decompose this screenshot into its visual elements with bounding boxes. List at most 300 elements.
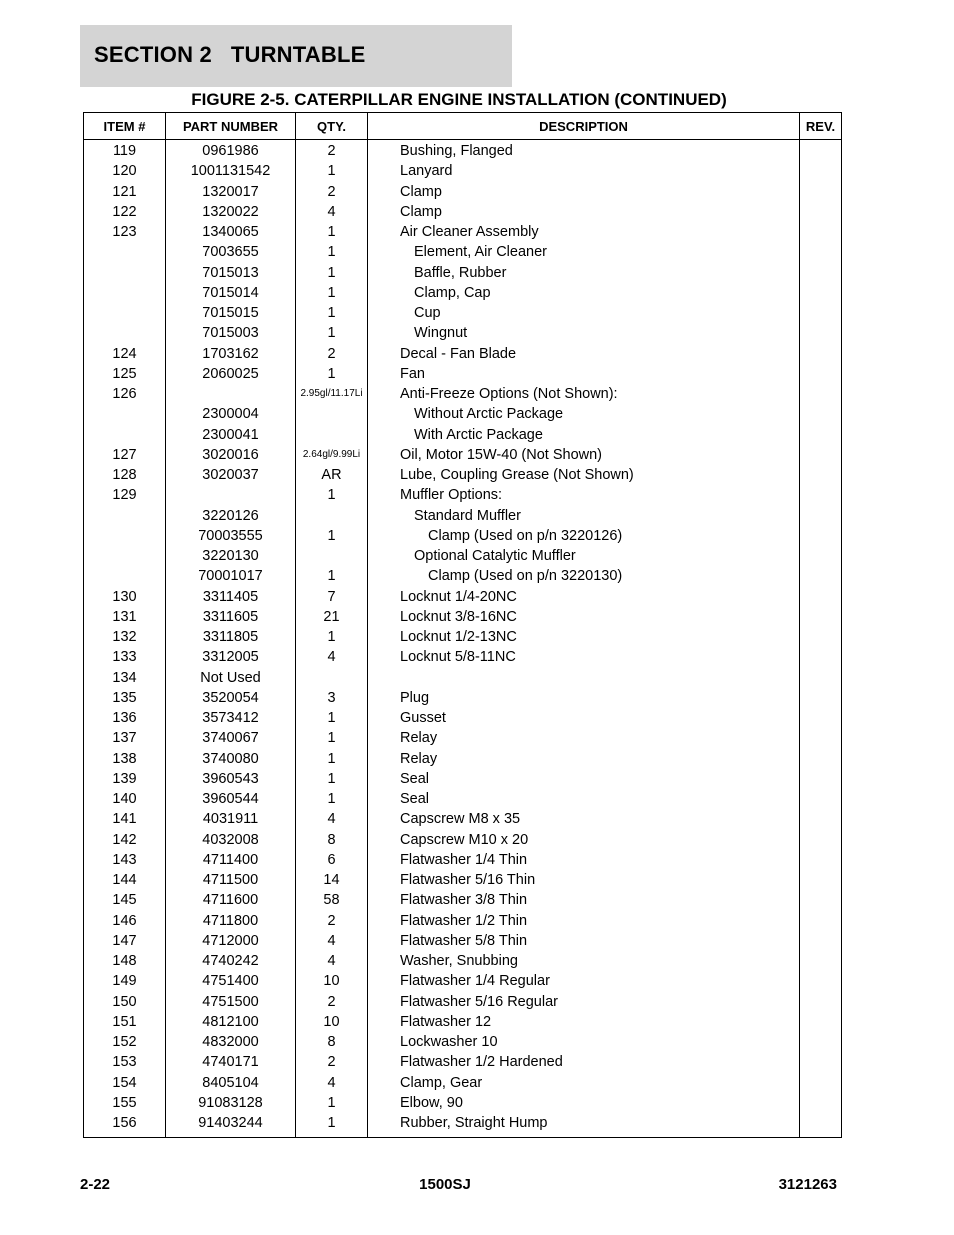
description-cell: Oil, Motor 15W-40 (Not Shown) — [368, 445, 800, 465]
rev-cell — [800, 404, 842, 424]
item-number-cell: 155 — [84, 1093, 166, 1113]
description-cell: Locknut 1/2-13NC — [368, 627, 800, 647]
qty-cell: 58 — [296, 890, 368, 910]
qty-cell: 1 — [296, 283, 368, 303]
item-number-cell: 136 — [84, 708, 166, 728]
qty-cell: 1 — [296, 627, 368, 647]
part-number-cell: 4031911 — [166, 809, 296, 829]
table-row — [84, 526, 842, 546]
rev-cell — [800, 668, 842, 688]
qty-cell — [296, 425, 368, 445]
rev-cell — [800, 344, 842, 364]
qty-cell: 2.95gl/11.17Li — [296, 384, 368, 404]
rev-cell — [800, 587, 842, 607]
part-number-cell: 2300041 — [166, 425, 296, 445]
table-row — [84, 890, 842, 910]
rev-cell — [800, 140, 842, 162]
item-number-cell: 132 — [84, 627, 166, 647]
qty-cell: 21 — [296, 607, 368, 627]
rev-cell — [800, 242, 842, 262]
rev-cell — [800, 688, 842, 708]
table-row — [84, 161, 842, 181]
description-cell: Flatwasher 5/8 Thin — [368, 931, 800, 951]
qty-cell: 2 — [296, 992, 368, 1012]
description-cell: Locknut 1/4-20NC — [368, 587, 800, 607]
part-number-cell: 7015013 — [166, 263, 296, 283]
table-row — [84, 850, 842, 870]
item-number-cell: 127 — [84, 445, 166, 465]
description-cell: Standard Muffler — [368, 506, 800, 526]
description-cell: With Arctic Package — [368, 425, 800, 445]
item-number-cell — [84, 242, 166, 262]
description-cell: Lube, Coupling Grease (Not Shown) — [368, 465, 800, 485]
table-row — [84, 364, 842, 384]
description-cell: Anti-Freeze Options (Not Shown): — [368, 384, 800, 404]
qty-cell: 4 — [296, 647, 368, 667]
qty-cell: 2 — [296, 140, 368, 162]
item-number-cell — [84, 425, 166, 445]
table-row — [84, 465, 842, 485]
description-cell: Bushing, Flanged — [368, 140, 800, 162]
description-cell: Capscrew M10 x 20 — [368, 830, 800, 850]
item-number-cell — [84, 404, 166, 424]
description-cell — [368, 668, 800, 688]
table-row — [84, 566, 842, 586]
part-number-cell: 3020016 — [166, 445, 296, 465]
rev-cell — [800, 627, 842, 647]
description-cell: Clamp (Used on p/n 3220126) — [368, 526, 800, 546]
table-row — [84, 931, 842, 951]
qty-cell: 1 — [296, 485, 368, 505]
table-row — [84, 303, 842, 323]
description-cell: Seal — [368, 769, 800, 789]
description-cell: Flatwasher 5/16 Regular — [368, 992, 800, 1012]
part-number-cell: 3573412 — [166, 708, 296, 728]
table-row — [84, 647, 842, 667]
qty-cell: 1 — [296, 566, 368, 586]
qty-cell: 2 — [296, 1052, 368, 1072]
part-number-cell: 2060025 — [166, 364, 296, 384]
rev-cell — [800, 222, 842, 242]
rev-cell — [800, 364, 842, 384]
part-number-cell: 3311405 — [166, 587, 296, 607]
part-number-cell: 91083128 — [166, 1093, 296, 1113]
description-cell: Without Arctic Package — [368, 404, 800, 424]
part-number-cell: 3020037 — [166, 465, 296, 485]
item-number-cell: 144 — [84, 870, 166, 890]
table-row — [84, 627, 842, 647]
table-row — [84, 506, 842, 526]
item-number-cell: 150 — [84, 992, 166, 1012]
description-cell: Optional Catalytic Muffler — [368, 546, 800, 566]
table-row — [84, 971, 842, 991]
item-number-cell: 135 — [84, 688, 166, 708]
qty-cell: 6 — [296, 850, 368, 870]
qty-cell: 10 — [296, 1012, 368, 1032]
description-cell: Flatwasher 12 — [368, 1012, 800, 1032]
item-number-cell — [84, 506, 166, 526]
rev-cell — [800, 161, 842, 181]
table-row — [84, 1032, 842, 1052]
footer-page-number: 2-22 — [80, 1176, 111, 1193]
table-row — [84, 283, 842, 303]
rev-cell — [800, 1093, 842, 1113]
table-row — [84, 688, 842, 708]
rev-cell — [800, 951, 842, 971]
item-number-cell: 156 — [84, 1113, 166, 1138]
part-number-cell: 2300004 — [166, 404, 296, 424]
item-number-cell: 141 — [84, 809, 166, 829]
qty-cell: 2.64gl/9.99Li — [296, 445, 368, 465]
qty-cell: 1 — [296, 303, 368, 323]
column-header-qty: QTY. — [296, 113, 368, 140]
qty-cell: 7 — [296, 587, 368, 607]
item-number-cell: 131 — [84, 607, 166, 627]
qty-cell: 14 — [296, 870, 368, 890]
rev-cell — [800, 546, 842, 566]
qty-cell: 2 — [296, 911, 368, 931]
part-number-cell: 3740067 — [166, 728, 296, 748]
part-number-cell: 3520054 — [166, 688, 296, 708]
item-number-cell — [84, 323, 166, 343]
table-row — [84, 809, 842, 829]
qty-cell: 4 — [296, 202, 368, 222]
qty-cell — [296, 668, 368, 688]
table-row — [84, 607, 842, 627]
part-number-cell: 7003655 — [166, 242, 296, 262]
table-row — [84, 182, 842, 202]
table-row — [84, 1012, 842, 1032]
item-number-cell: 137 — [84, 728, 166, 748]
part-number-cell: 4751400 — [166, 971, 296, 991]
qty-cell: 10 — [296, 971, 368, 991]
description-cell: Locknut 3/8-16NC — [368, 607, 800, 627]
table-row — [84, 222, 842, 242]
rev-cell — [800, 728, 842, 748]
part-number-cell: 1001131542 — [166, 161, 296, 181]
qty-cell: 2 — [296, 344, 368, 364]
description-cell: Relay — [368, 728, 800, 748]
table-row — [84, 323, 842, 343]
item-number-cell: 147 — [84, 931, 166, 951]
table-row — [84, 870, 842, 890]
qty-cell: 1 — [296, 1113, 368, 1138]
item-number-cell: 122 — [84, 202, 166, 222]
qty-cell: 1 — [296, 364, 368, 384]
rev-cell — [800, 1073, 842, 1093]
qty-cell: 1 — [296, 789, 368, 809]
parts-table-body — [84, 140, 842, 1138]
table-row — [84, 404, 842, 424]
table-row — [84, 1052, 842, 1072]
table-row — [84, 546, 842, 566]
rev-cell — [800, 789, 842, 809]
description-cell: Lanyard — [368, 161, 800, 181]
item-number-cell: 120 — [84, 161, 166, 181]
description-cell: Element, Air Cleaner — [368, 242, 800, 262]
qty-cell — [296, 506, 368, 526]
part-number-cell: 4812100 — [166, 1012, 296, 1032]
rev-cell — [800, 769, 842, 789]
part-number-cell: 8405104 — [166, 1073, 296, 1093]
item-number-cell: 128 — [84, 465, 166, 485]
part-number-cell: 70003555 — [166, 526, 296, 546]
part-number-cell — [166, 384, 296, 404]
table-row — [84, 749, 842, 769]
description-cell: Flatwasher 1/2 Thin — [368, 911, 800, 931]
table-row — [84, 344, 842, 364]
part-number-cell: 4032008 — [166, 830, 296, 850]
part-number-cell: 3312005 — [166, 647, 296, 667]
rev-cell — [800, 607, 842, 627]
table-header-row — [84, 113, 842, 140]
table-row — [84, 951, 842, 971]
table-row — [84, 1073, 842, 1093]
description-cell: Decal - Fan Blade — [368, 344, 800, 364]
rev-cell — [800, 809, 842, 829]
item-number-cell: 133 — [84, 647, 166, 667]
figure-title — [0, 90, 954, 110]
qty-cell: 1 — [296, 222, 368, 242]
rev-cell — [800, 445, 842, 465]
part-number-cell: Not Used — [166, 668, 296, 688]
table-row — [84, 708, 842, 728]
item-number-cell: 151 — [84, 1012, 166, 1032]
rev-cell — [800, 263, 842, 283]
qty-cell: 8 — [296, 830, 368, 850]
table-row — [84, 485, 842, 505]
rev-cell — [800, 485, 842, 505]
rev-cell — [800, 850, 842, 870]
table-row — [84, 242, 842, 262]
item-number-cell: 145 — [84, 890, 166, 910]
item-number-cell — [84, 546, 166, 566]
part-number-cell: 4740171 — [166, 1052, 296, 1072]
item-number-cell — [84, 283, 166, 303]
qty-cell: 3 — [296, 688, 368, 708]
item-number-cell: 140 — [84, 789, 166, 809]
rev-cell — [800, 749, 842, 769]
rev-cell — [800, 971, 842, 991]
part-number-cell: 3960543 — [166, 769, 296, 789]
table-row — [84, 202, 842, 222]
description-cell: Clamp, Gear — [368, 1073, 800, 1093]
item-number-cell: 139 — [84, 769, 166, 789]
description-cell: Air Cleaner Assembly — [368, 222, 800, 242]
item-number-cell — [84, 526, 166, 546]
column-header-description: DESCRIPTION — [368, 113, 800, 140]
part-number-cell: 3960544 — [166, 789, 296, 809]
description-cell: Capscrew M8 x 35 — [368, 809, 800, 829]
rev-cell — [800, 1012, 842, 1032]
description-cell: Locknut 5/8-11NC — [368, 647, 800, 667]
table-row — [84, 263, 842, 283]
qty-cell: 2 — [296, 182, 368, 202]
description-cell: Washer, Snubbing — [368, 951, 800, 971]
part-number-cell: 1320022 — [166, 202, 296, 222]
description-cell: Flatwasher 1/2 Hardened — [368, 1052, 800, 1072]
table-row — [84, 425, 842, 445]
description-cell: Baffle, Rubber — [368, 263, 800, 283]
item-number-cell: 149 — [84, 971, 166, 991]
rev-cell — [800, 303, 842, 323]
parts-table — [83, 112, 842, 1138]
part-number-cell: 91403244 — [166, 1113, 296, 1138]
item-number-cell: 153 — [84, 1052, 166, 1072]
qty-cell: 1 — [296, 728, 368, 748]
item-number-cell — [84, 303, 166, 323]
rev-cell — [800, 182, 842, 202]
footer-doc-number: 3121263 — [778, 1176, 837, 1193]
rev-cell — [800, 931, 842, 951]
section-banner — [80, 25, 512, 87]
rev-cell — [800, 708, 842, 728]
part-number-cell — [166, 485, 296, 505]
part-number-cell: 3220126 — [166, 506, 296, 526]
qty-cell: 1 — [296, 242, 368, 262]
description-cell: Clamp, Cap — [368, 283, 800, 303]
rev-cell — [800, 830, 842, 850]
item-number-cell: 123 — [84, 222, 166, 242]
rev-cell — [800, 911, 842, 931]
description-cell: Clamp — [368, 202, 800, 222]
description-cell: Flatwasher 3/8 Thin — [368, 890, 800, 910]
item-number-cell: 143 — [84, 850, 166, 870]
rev-cell — [800, 870, 842, 890]
qty-cell: 1 — [296, 708, 368, 728]
qty-cell: 1 — [296, 769, 368, 789]
part-number-cell: 4740242 — [166, 951, 296, 971]
qty-cell: 1 — [296, 1093, 368, 1113]
qty-cell: 1 — [296, 526, 368, 546]
part-number-cell: 7015014 — [166, 283, 296, 303]
description-cell: Plug — [368, 688, 800, 708]
column-header-item: ITEM # — [84, 113, 166, 140]
rev-cell — [800, 202, 842, 222]
description-cell: Wingnut — [368, 323, 800, 343]
rev-cell — [800, 425, 842, 445]
rev-cell — [800, 890, 842, 910]
description-cell: Gusset — [368, 708, 800, 728]
part-number-cell: 4711600 — [166, 890, 296, 910]
rev-cell — [800, 526, 842, 546]
item-number-cell: 138 — [84, 749, 166, 769]
item-number-cell: 154 — [84, 1073, 166, 1093]
item-number-cell: 142 — [84, 830, 166, 850]
part-number-cell: 3220130 — [166, 546, 296, 566]
description-cell: Rubber, Straight Hump — [368, 1113, 800, 1138]
rev-cell — [800, 992, 842, 1012]
item-number-cell: 129 — [84, 485, 166, 505]
rev-cell — [800, 1113, 842, 1138]
section-title: SECTION 2 TURNTABLE — [94, 42, 366, 67]
table-row — [84, 1093, 842, 1113]
qty-cell: 4 — [296, 931, 368, 951]
column-header-rev: REV. — [800, 113, 842, 140]
part-number-cell: 7015015 — [166, 303, 296, 323]
table-row — [84, 1113, 842, 1138]
table-row — [84, 728, 842, 748]
qty-cell: 1 — [296, 161, 368, 181]
part-number-cell: 70001017 — [166, 566, 296, 586]
part-number-cell: 3311605 — [166, 607, 296, 627]
item-number-cell: 134 — [84, 668, 166, 688]
description-cell: Clamp (Used on p/n 3220130) — [368, 566, 800, 586]
part-number-cell: 3740080 — [166, 749, 296, 769]
part-number-cell: 0961986 — [166, 140, 296, 162]
table-row — [84, 587, 842, 607]
part-number-cell: 7015003 — [166, 323, 296, 343]
qty-cell: AR — [296, 465, 368, 485]
qty-cell: 4 — [296, 951, 368, 971]
qty-cell — [296, 404, 368, 424]
item-number-cell — [84, 566, 166, 586]
footer-model-text: 1500SJ — [419, 1176, 471, 1193]
table-row — [84, 668, 842, 688]
table-row — [84, 911, 842, 931]
rev-cell — [800, 323, 842, 343]
rev-cell — [800, 283, 842, 303]
qty-cell: 1 — [296, 263, 368, 283]
column-header-part-number: PART NUMBER — [166, 113, 296, 140]
item-number-cell — [84, 263, 166, 283]
description-cell: Seal — [368, 789, 800, 809]
table-row — [84, 445, 842, 465]
rev-cell — [800, 1032, 842, 1052]
table-row — [84, 789, 842, 809]
description-cell: Elbow, 90 — [368, 1093, 800, 1113]
rev-cell — [800, 647, 842, 667]
part-number-cell: 4711400 — [166, 850, 296, 870]
part-number-cell: 1320017 — [166, 182, 296, 202]
qty-cell — [296, 546, 368, 566]
part-number-cell: 4711800 — [166, 911, 296, 931]
rev-cell — [800, 566, 842, 586]
qty-cell: 1 — [296, 323, 368, 343]
item-number-cell: 119 — [84, 140, 166, 162]
item-number-cell: 152 — [84, 1032, 166, 1052]
part-number-cell: 3311805 — [166, 627, 296, 647]
part-number-cell: 1340065 — [166, 222, 296, 242]
item-number-cell: 126 — [84, 384, 166, 404]
item-number-cell: 125 — [84, 364, 166, 384]
description-cell: Flatwasher 5/16 Thin — [368, 870, 800, 890]
description-cell: Flatwasher 1/4 Regular — [368, 971, 800, 991]
rev-cell — [800, 1052, 842, 1072]
part-number-cell: 1703162 — [166, 344, 296, 364]
qty-cell: 4 — [296, 809, 368, 829]
table-row — [84, 830, 842, 850]
table-row — [84, 384, 842, 404]
description-cell: Cup — [368, 303, 800, 323]
table-row — [84, 769, 842, 789]
figure-title-text: FIGURE 2-5. CATERPILLAR ENGINE INSTALLATION (CONTINUED) — [191, 90, 727, 109]
rev-cell — [800, 506, 842, 526]
qty-cell: 4 — [296, 1073, 368, 1093]
item-number-cell: 121 — [84, 182, 166, 202]
table-row — [84, 992, 842, 1012]
qty-cell: 1 — [296, 749, 368, 769]
description-cell: Flatwasher 1/4 Thin — [368, 850, 800, 870]
rev-cell — [800, 465, 842, 485]
qty-cell: 8 — [296, 1032, 368, 1052]
part-number-cell: 4711500 — [166, 870, 296, 890]
rev-cell — [800, 384, 842, 404]
table-row — [84, 140, 842, 162]
description-cell: Relay — [368, 749, 800, 769]
description-cell: Fan — [368, 364, 800, 384]
part-number-cell: 4712000 — [166, 931, 296, 951]
